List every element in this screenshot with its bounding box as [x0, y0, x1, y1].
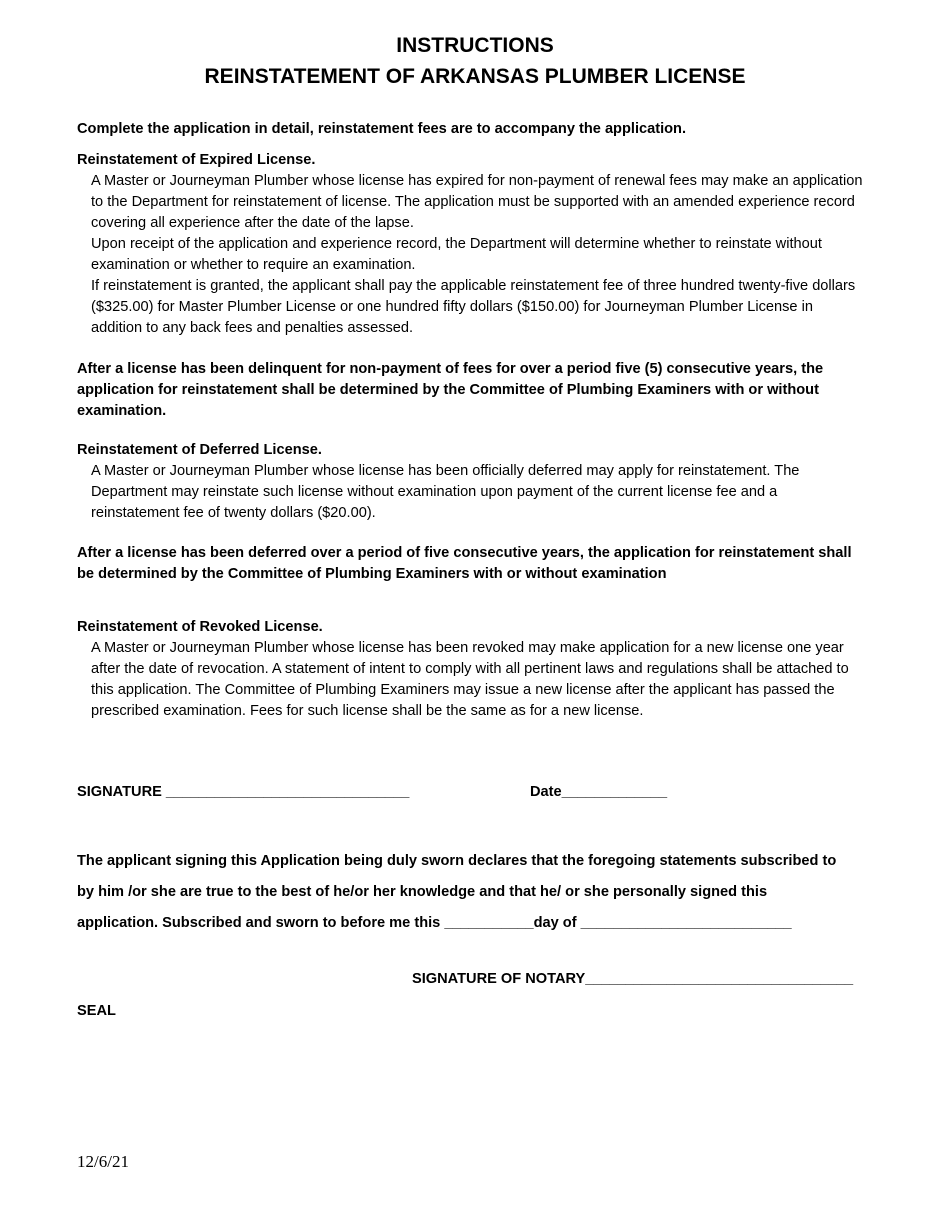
sworn-line-2: by him /or she are true to the best of he/or her knowledge and that he/ or she personally signed this: [77, 884, 768, 900]
revoked-heading: Reinstatement of Revoked License.: [77, 619, 323, 635]
deferred-section: [77, 440, 867, 524]
expired-section: [77, 150, 867, 339]
deferred-paragraph-1: A Master or Journeyman Plumber whose license has been officially deferred may apply for reinstatement. The Department may reinstate such license without examination upon payment of the current license fee and a reinstatement fee of twenty dollars ($20.00).: [91, 463, 800, 521]
deferred-note: After a license has been deferred over a period of five consecutive years, the application for reinstatement shall be determined by the Committee of Plumbing Examiners with or without examination: [77, 545, 852, 582]
title-reinstatement: REINSTATEMENT OF ARKANSAS PLUMBER LICENSE: [204, 65, 746, 88]
revoked-paragraph-1: A Master or Journeyman Plumber whose license has been revoked may make application for a new license one year after the date of revocation. A statement of intent to comply with all pertinent laws and regulations shall be attached to this application. The Committee of Plumbing Examiners may issue a new license after the applicant has passed the prescribed examination. Fees for such license shall be the same as for a new license.: [91, 640, 849, 719]
footer-date: 12/6/21: [77, 1152, 129, 1171]
sworn-line-3[interactable]: application. Subscribed and sworn to before me this ___________day of __________________________: [77, 915, 792, 931]
signature-row: [77, 784, 867, 808]
sworn-statement: [77, 846, 867, 939]
signature-line[interactable]: SIGNATURE ______________________________: [77, 784, 410, 800]
document-title: [0, 30, 950, 92]
expired-heading: Reinstatement of Expired License.: [77, 152, 316, 168]
deferred-heading: Reinstatement of Deferred License.: [77, 442, 322, 458]
intro-text: Complete the application in detail, reinstatement fees are to accompany the application.: [77, 121, 687, 137]
delinquent-note: After a license has been delinquent for non-payment of fees for over a period five (5) consecutive years, the application for reinstatement shall be determined by the Committee of Plumbing Examiners with or without examination.: [77, 361, 824, 419]
notary-signature-line[interactable]: SIGNATURE OF NOTARY_________________________________: [412, 971, 854, 987]
date-line[interactable]: Date_____________: [530, 784, 668, 800]
expired-paragraph-3: If reinstatement is granted, the applicant shall pay the applicable reinstatement fee of three hundred twenty-five dollars ($325.00) for Master Plumber License or one hundred fifty dollars ($150.00) for Journeyman Plumber License in addition to any back fees and penalties assessed.: [91, 278, 856, 336]
sworn-line-1: The applicant signing this Application being duly sworn declares that the foregoing statements subscribed to: [77, 853, 837, 869]
expired-paragraph-2: Upon receipt of the application and experience record, the Department will determine whether to reinstate without examination or whether to require an examination.: [91, 236, 822, 273]
title-instructions: INSTRUCTIONS: [396, 34, 554, 57]
seal-label: SEAL: [77, 1003, 116, 1019]
revoked-section: [77, 617, 867, 722]
expired-paragraph-1: A Master or Journeyman Plumber whose license has expired for non-payment of renewal fees may make an application to the Department for reinstatement of license. The application must be supported with an amended experience record covering all experience after the date of the lapse.: [91, 173, 863, 231]
